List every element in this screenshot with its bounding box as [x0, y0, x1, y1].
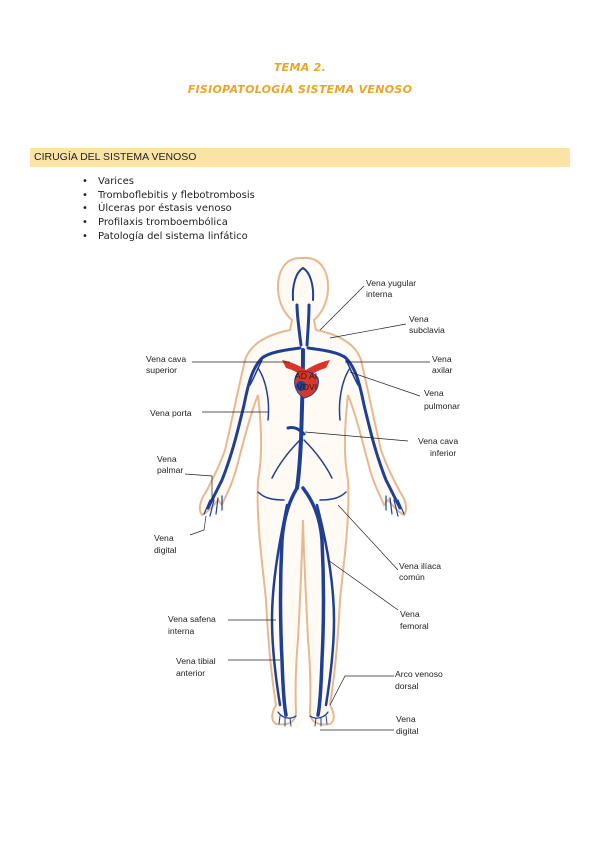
label-palmar-2: palmar — [157, 465, 184, 475]
label-digital-mano-1: Vena — [154, 533, 174, 543]
label-cava-inf-1: Vena cava — [418, 436, 459, 446]
label-cava-inf-2: inferior — [430, 448, 457, 458]
list-item: • Úlceras por éstasis venoso — [80, 202, 255, 216]
label-pulmonar-2: pulmonar — [424, 401, 460, 411]
list-item: • Tromboflebitis y flebotrombosis — [80, 189, 255, 203]
label-yugular-2: interna — [366, 289, 393, 299]
document-title: TEMA 2. — [273, 61, 327, 74]
label-palmar-1: Vena — [157, 454, 177, 464]
label-tibial-2: anterior — [176, 668, 206, 678]
label-safena-2: interna — [168, 626, 195, 636]
label-femoral-2: femoral — [400, 621, 429, 631]
label-porta: Vena porta — [150, 408, 192, 418]
list-item: • Profilaxis tromboembólica — [80, 216, 255, 230]
label-digital-mano-2: digital — [154, 545, 177, 555]
label-iliaca-2: común — [399, 572, 425, 582]
label-arco-1: Arco venoso — [395, 669, 443, 679]
label-axilar-2: axilar — [432, 365, 453, 375]
label-safena-1: Vena safena — [168, 614, 216, 624]
label-digital-pie-2: digital — [396, 726, 419, 736]
label-femoral-1: Vena — [400, 609, 420, 619]
label-subclavia-1: Vena — [409, 314, 429, 324]
label-digital-pie-1: Vena — [396, 714, 416, 724]
list-item: • Patología del sistema linfático — [80, 230, 255, 244]
label-subclavia-2: subclavia — [409, 325, 445, 335]
label-arco-2: dorsal — [395, 681, 419, 691]
document-subtitle: FISIOPATOLOGÍA SISTEMA VENOSO — [187, 83, 413, 96]
label-axilar-1: Vena — [432, 354, 452, 364]
heart-label: AD — [295, 371, 307, 381]
label-tibial-1: Vena tibial — [176, 656, 216, 666]
label-pulmonar-1: Vena — [424, 388, 444, 398]
list-item: • Varices — [80, 175, 255, 189]
heart-label: VI — [309, 382, 318, 392]
body-silhouette — [200, 258, 406, 725]
heart-label: VD — [297, 382, 309, 392]
heart-label: AI — [309, 371, 318, 381]
label-yugular-1: Vena yugular — [366, 278, 417, 288]
label-iliaca-1: Vena ilíaca — [399, 561, 442, 571]
label-cava-sup-2: superior — [146, 365, 178, 375]
section-heading: CIRUGÍA DEL SISTEMA VENOSO — [34, 151, 197, 163]
label-cava-sup-1: Vena cava — [146, 354, 187, 364]
